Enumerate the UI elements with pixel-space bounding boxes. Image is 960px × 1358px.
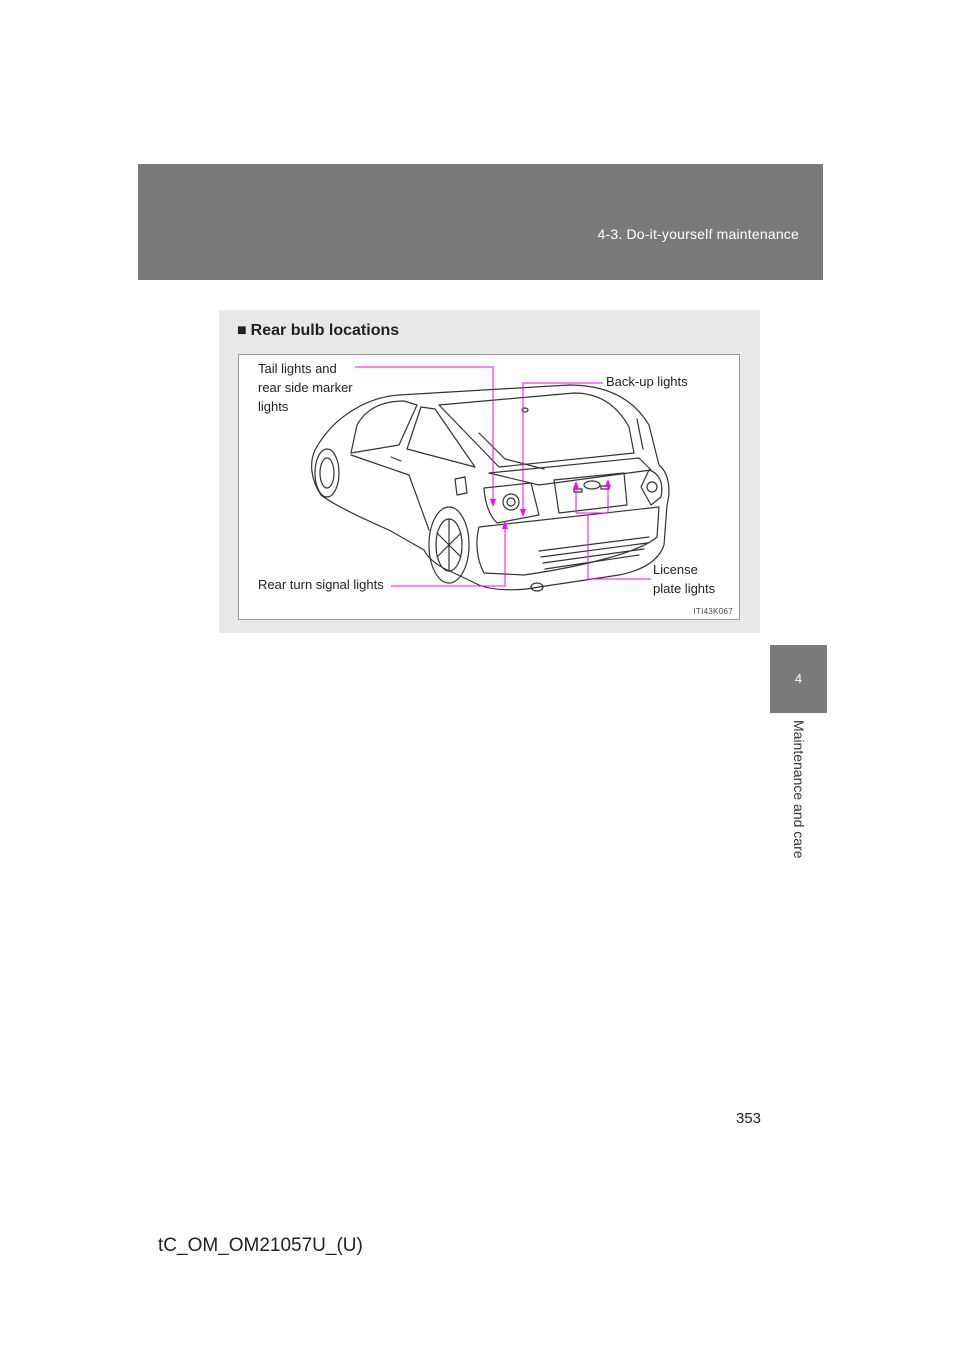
callout-license-plate-lights: License plate lights xyxy=(653,562,716,596)
chapter-number: 4 xyxy=(794,671,803,686)
chapter-tab xyxy=(770,645,827,713)
car-rear-illustration xyxy=(238,354,740,620)
panel-heading-text: Rear bulb locations xyxy=(250,322,400,339)
section-title: 4-3. Do-it-yourself maintenance xyxy=(597,226,799,242)
rear-bulb-panel xyxy=(219,310,760,633)
callout-rear-turn-signal: Rear turn signal lights xyxy=(258,577,384,592)
chapter-title: Maintenance and care xyxy=(790,720,807,859)
figure-code: ITI43K067 xyxy=(693,607,733,616)
square-bullet-icon: ■ xyxy=(237,322,247,339)
chapter-title-vertical xyxy=(770,720,827,870)
document-code: tC_OM_OM21057U_(U) xyxy=(158,1235,363,1256)
panel-heading xyxy=(237,322,399,340)
header-band xyxy=(138,164,823,280)
page-number: 353 xyxy=(736,1110,762,1127)
callout-backup-lights: Back-up lights xyxy=(606,374,688,389)
callout-tail-lights: Tail lights and rear side marker lights xyxy=(258,361,353,414)
